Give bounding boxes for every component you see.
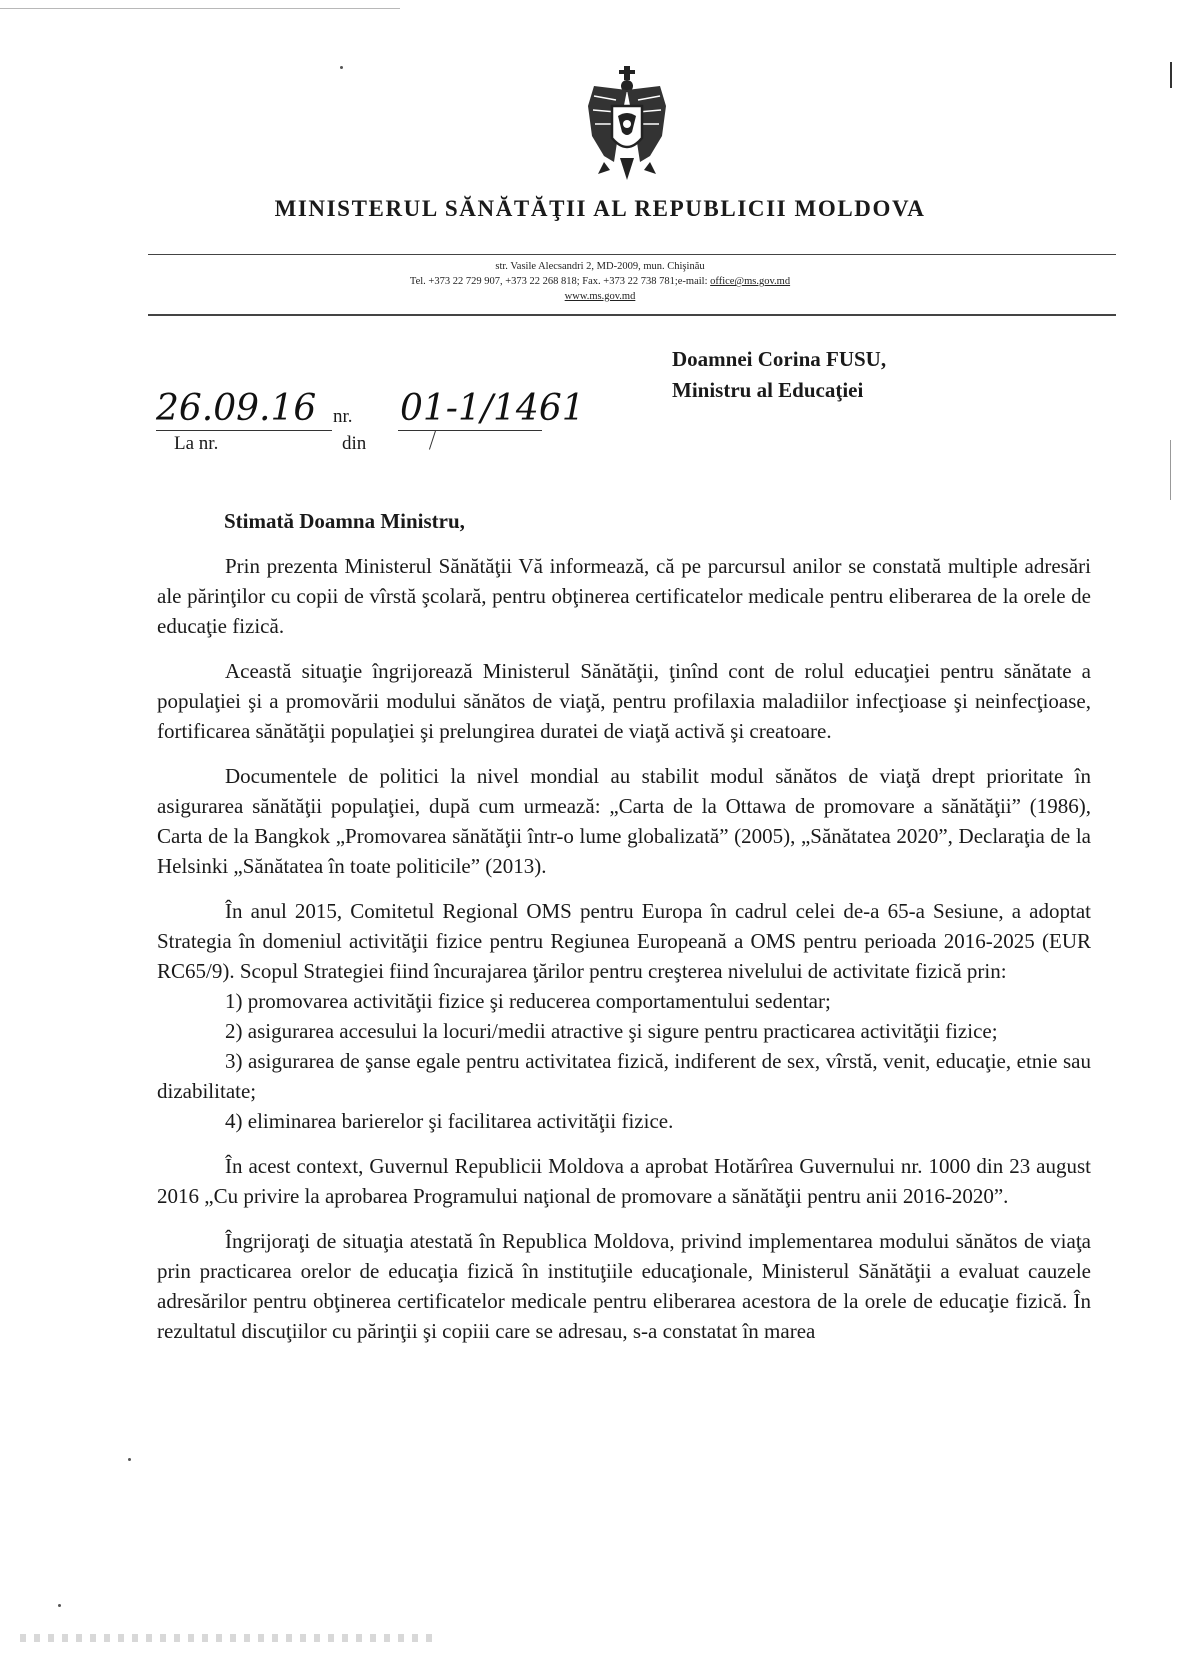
list-item: 3) asigurarea de şanse egale pentru activitatea fizică, indiferent de sex, vîrstă, venit, educaţie, etnie sau dizabilitate; [157, 1049, 1091, 1103]
header-rule-top [148, 254, 1116, 255]
date-underline [156, 430, 332, 431]
handwritten-date: 26.09.16 [156, 388, 317, 429]
scan-edge-mark [1170, 62, 1172, 88]
email-link[interactable]: office@ms.gov.md [710, 276, 791, 287]
scan-speck [128, 1458, 131, 1461]
la-nr-label: La nr. [174, 433, 219, 454]
scan-speck [58, 1604, 61, 1607]
website-line [0, 290, 1200, 304]
contact-phones: Tel. +373 22 729 907, +373 22 268 818; Fax. +373 22 738 781;e-mail: [409, 276, 711, 287]
recipient-block [672, 344, 886, 406]
greeting: Stimată Doamna Ministru, [224, 509, 465, 533]
paragraph-1: Prin prezenta Ministerul Sănătăţii Vă informează, că pe parcursul anilor se constată multiple adresări ale părinţilor cu copii de vîrstă şcolară, pentru obţinerea certificatelor medicale pentru eliberarea de la orele de educaţie fizică. [157, 554, 1091, 638]
header-rule-bottom [148, 314, 1116, 316]
scan-edge-mark-lower [1170, 440, 1171, 500]
paragraph-4: În anul 2015, Comitetul Regional OMS pentru Europa în cadrul celei de-a 65-a Sesiune, a adoptat Strategia în domeniul activităţii fizice pentru Regiunea Europeană a OMS pentru perioada 2016-2025 (EUR RC65/9). Scopul Strategiei fiind încurajarea ţărilor pentru creşterea nivelului de activitate fizică prin: [157, 899, 1091, 983]
scan-speck [340, 66, 343, 69]
paragraph-6: Îngrijoraţi de situaţia atestată în Republica Moldova, privind implementarea modului sănătos de viaţa prin practicarea orelor de educaţia fizică în instituţiile educaţionale, Ministerul Sănătăţii a evaluat cauzele adresărilor pentru obţinerea certificatelor medicale pentru eliberarea acestora de la orele de educaţie fizică. În rezultatul discuţiilor cu părinţii şi copiii care se adresau, s-a constatat în marea [157, 1229, 1091, 1343]
ministry-address: str. Vasile Alecsandri 2, MD-2009, mun. Chişinău [495, 261, 705, 272]
din-label: din [342, 433, 367, 454]
number-underline [398, 430, 542, 431]
paragraph-2: Această situaţie îngrijorează Ministerul Sănătăţii, ţinînd cont de rolul educaţiei pentru sănătate a populaţiei şi a promovării modului sănătos de viaţă, pentru profilaxia maladiilor infecţioase şi neinfecţioase, fortificarea sănătăţii populaţiei şi prelungirea duratei de viaţă activă şi creatoare. [157, 659, 1091, 743]
recipient-name: Doamnei Corina FUSU, [672, 347, 887, 371]
letter-body [157, 551, 1091, 1361]
nr-label: nr. [333, 406, 353, 427]
recipient-title: Ministru al Educaţiei [672, 378, 864, 402]
handwritten-number: 01-1/1461 [400, 388, 585, 429]
list-item: 1) promovarea activităţii fizice şi reducerea comportamentului sedentar; [225, 989, 831, 1013]
handwritten-stroke [429, 430, 436, 449]
ministry-contacts [0, 275, 1200, 289]
moldova-coat-of-arms-icon [584, 66, 670, 182]
scan-footer-noise [20, 1634, 440, 1642]
paragraph-5: În acest context, Guvernul Republicii Moldova a aprobat Hotărîrea Guvernului nr. 1000 din 23 august 2016 „Cu privire la aprobarea Programului naţional de promovare a sănătăţii pentru anii 2016-2020”. [157, 1154, 1091, 1208]
website-link[interactable]: www.ms.gov.md [564, 291, 636, 302]
ministry-title: MINISTERUL SĂNĂTĂŢII AL REPUBLICII MOLDOVA [274, 196, 926, 221]
list-item: 4) eliminarea barierelor şi facilitarea activităţii fizice. [225, 1109, 674, 1133]
scan-artifact-line [0, 8, 400, 9]
list-item: 2) asigurarea accesului la locuri/medii atractive şi sigure pentru practicarea activităţii fizice; [225, 1019, 998, 1043]
paragraph-3: Documentele de politici la nivel mondial au stabilit modul sănătos de viaţă drept prioritate în asigurarea sănătăţii populaţiei, după cum urmează: „Carta de la Ottawa de promovare a sănătăţii” (1986), Carta de la Bangkok „Promovarea sănătăţii într-o lume globalizată” (2005), „Sănătatea 2020”, Declaraţia de la Helsinki „Sănătatea în toate politicile” (2013). [157, 764, 1091, 878]
